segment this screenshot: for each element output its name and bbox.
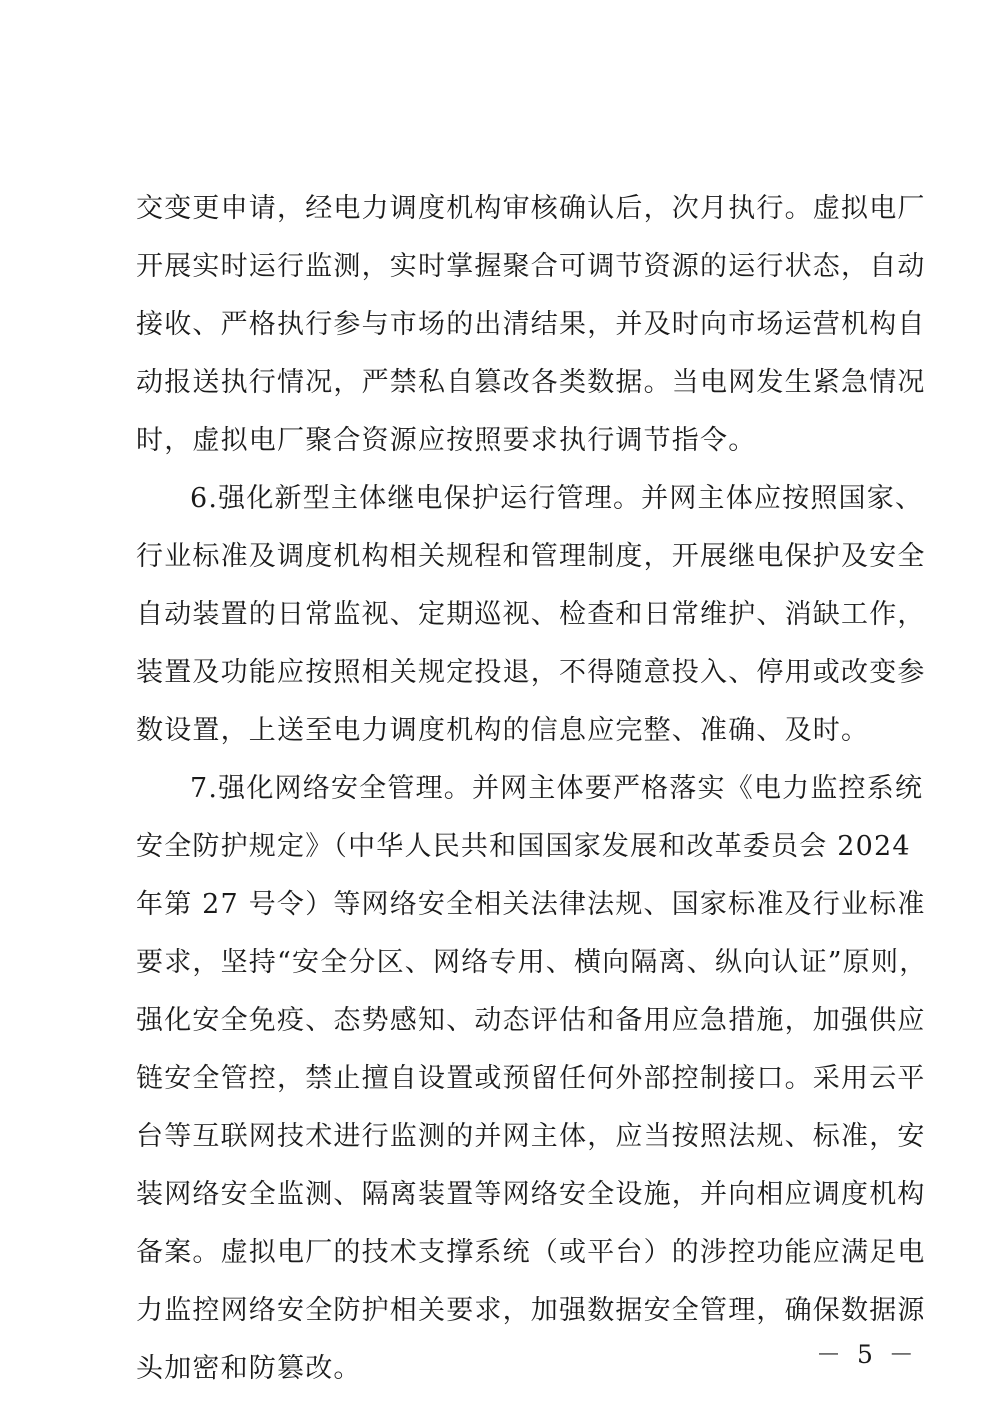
page-number: － 5 － <box>816 1340 918 1369</box>
paragraph-line: 年第 27 号令）等网络安全相关法律法规、国家标准及行业标准 <box>136 889 926 920</box>
paragraph-line: 数设置，上送至电力调度机构的信息应完整、准确、及时。 <box>136 715 870 746</box>
body-text <box>136 180 928 1398</box>
paragraph-line: 头加密和防篡改。 <box>136 1353 362 1384</box>
paragraph-line: 接收、严格执行参与市场的出清结果，并及时向市场运营机构自 <box>136 309 926 340</box>
paragraph-line: 要求，坚持“安全分区、网络专用、横向隔离、纵向认证”原则， <box>136 947 928 978</box>
paragraph-line: 交变更申请，经电力调度机构审核确认后，次月执行。虚拟电厂 <box>136 193 926 224</box>
paragraph-line: 动报送执行情况，严禁私自篡改各类数据。当电网发生紧急情况 <box>136 367 926 398</box>
paragraph-heading-line: 6.强化新型主体继电保护运行管理。并网主体应按照国家、 <box>190 483 924 514</box>
paragraph-line: 力监控网络安全防护相关要求，加强数据安全管理，确保数据源 <box>136 1295 926 1326</box>
paragraph-line: 安全防护规定》（中华人民共和国国家发展和改革委员会 2024 <box>136 831 911 862</box>
paragraph-line: 开展实时运行监测，实时掌握聚合可调节资源的运行状态，自动 <box>136 251 926 282</box>
paragraph-line: 备案。虚拟电厂的技术支撑系统（或平台）的涉控功能应满足电 <box>136 1237 926 1268</box>
paragraph-line: 时，虚拟电厂聚合资源应按照要求执行调节指令。 <box>136 425 757 456</box>
paragraph-heading-line: 7.强化网络安全管理。并网主体要严格落实《电力监控系统 <box>190 773 924 804</box>
paragraph-line: 自动装置的日常监视、定期巡视、检查和日常维护、消缺工作， <box>136 599 926 630</box>
paragraph-line: 强化安全免疫、态势感知、动态评估和备用应急措施，加强供应 <box>136 1005 926 1036</box>
paragraph-line: 链安全管控，禁止擅自设置或预留任何外部控制接口。采用云平 <box>136 1063 926 1094</box>
paragraph-line: 行业标准及调度机构相关规程和管理制度，开展继电保护及安全 <box>136 541 926 572</box>
paragraph-line: 装置及功能应按照相关规定投退，不得随意投入、停用或改变参 <box>136 657 926 688</box>
paragraph-line: 台等互联网技术进行监测的并网主体，应当按照法规、标准，安 <box>136 1121 926 1152</box>
paragraph-line: 装网络安全监测、隔离装置等网络安全设施，并向相应调度机构 <box>136 1179 926 1210</box>
